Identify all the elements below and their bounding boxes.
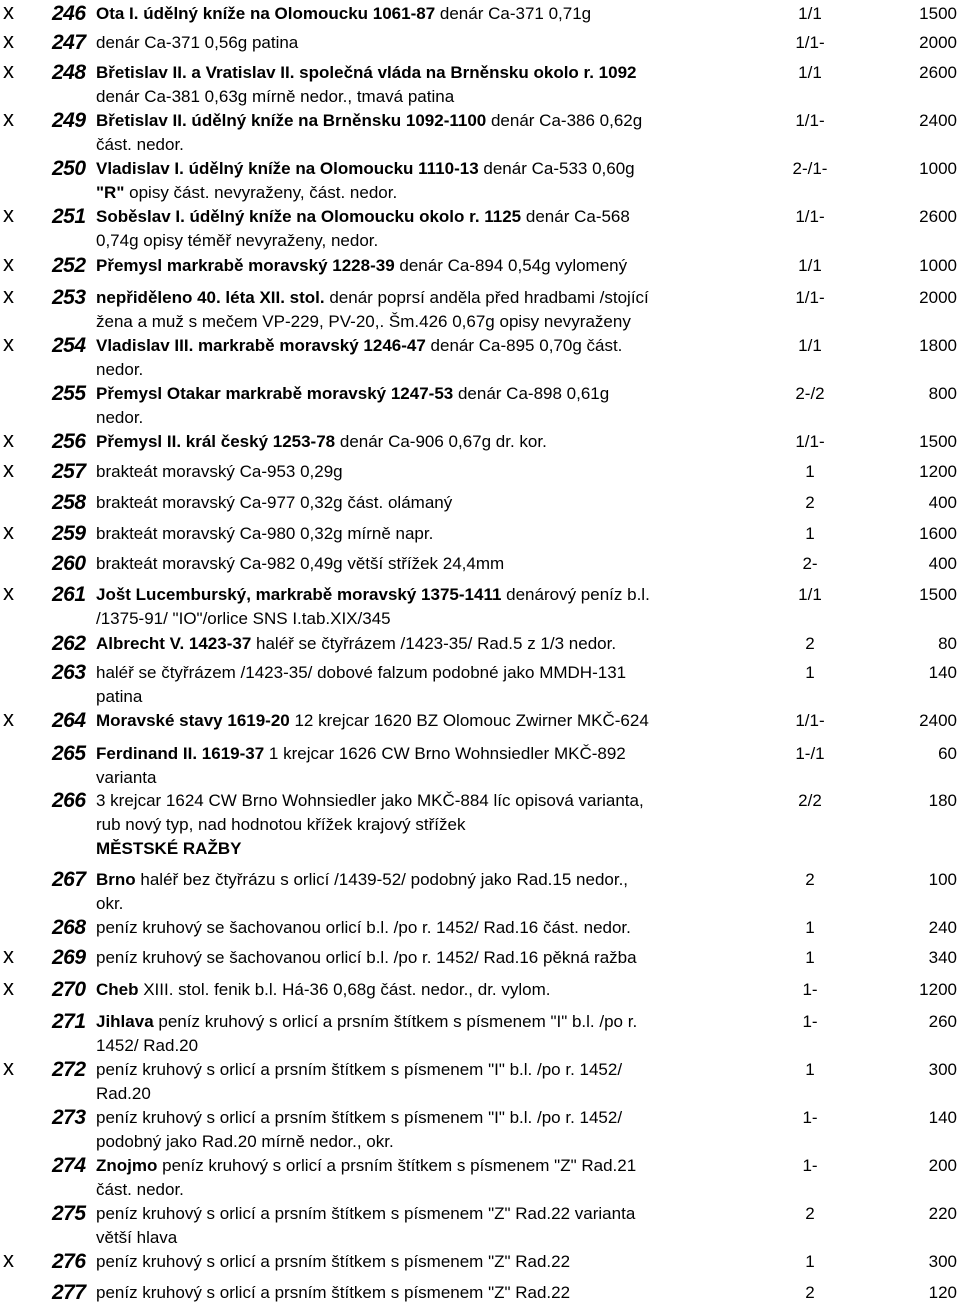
lot-number: 271 [52, 1010, 86, 1033]
description-text: haléř se čtyřrázem /1423-35/ dobové falzum podobné jako MMDH-131 [96, 663, 627, 682]
lot-grade: 1 [805, 663, 815, 682]
description-bold-text: Přemysl II. král český 1253-78 [96, 432, 336, 451]
description-line [96, 632, 776, 656]
lot-number: 254 [52, 334, 86, 357]
description-line [96, 1226, 776, 1250]
description-line [96, 946, 776, 970]
lot-grade: 1/1- [795, 33, 825, 52]
lot-grade: 1 [805, 462, 815, 481]
lot-price: 1000 [919, 256, 957, 275]
lot-description [96, 430, 776, 454]
lot-description [96, 382, 776, 430]
description-text: 1452/ Rad.20 [96, 1036, 199, 1055]
lot-description [96, 1154, 776, 1202]
description-line [96, 205, 776, 229]
description-bold-text: Břetislav II. údělný kníže na Brněnsku 1092-1100 [96, 111, 487, 130]
lot-grade: 1/1- [795, 432, 825, 451]
lot-number: 256 [52, 430, 86, 453]
description-bold-text: Přemysl Otakar markrabě moravský 1247-53 [96, 384, 454, 403]
lot-price: 800 [928, 384, 957, 403]
description-text: Rad.20 [96, 1084, 151, 1103]
description-text: denár Ca-906 0,67g dr. kor. [335, 432, 547, 451]
sold-mark: x [3, 519, 14, 544]
lot-description [96, 254, 776, 278]
lot-price: 100 [928, 870, 957, 889]
lot-description [96, 31, 776, 55]
lot-price: 2400 [919, 111, 957, 130]
lot-description [96, 583, 776, 631]
lot-price: 200 [928, 1156, 957, 1175]
lot-number: 268 [52, 916, 86, 939]
lot-description [96, 661, 776, 709]
lot-description [96, 789, 776, 861]
lot-description [96, 552, 776, 576]
description-line [96, 892, 776, 916]
description-line [96, 1281, 776, 1305]
lot-grade: 1 [805, 948, 815, 967]
lot-description [96, 2, 776, 26]
description-line [96, 85, 776, 109]
description-line [96, 978, 776, 1002]
description-line [96, 310, 776, 334]
lot-number: 262 [52, 632, 86, 655]
lot-grade: 1-/1 [795, 744, 825, 763]
description-text: 3 krejcar 1624 CW Brno Wohnsiedler jako MKČ-884 líc opisová varianta, [96, 791, 644, 810]
description-line [96, 1010, 776, 1034]
lot-number: 260 [52, 552, 86, 575]
description-text: brakteát moravský Ca-982 0,49g větší střížek 24,4mm [96, 554, 505, 573]
description-line [96, 382, 776, 406]
lot-price: 2000 [919, 33, 957, 52]
lot-grade: 1 [805, 1252, 815, 1271]
description-line [96, 742, 776, 766]
lot-price: 2600 [919, 63, 957, 82]
description-line [96, 181, 776, 205]
description-line [96, 766, 776, 790]
description-line [96, 1082, 776, 1106]
description-text: brakteát moravský Ca-980 0,32g mírně napr. [96, 524, 434, 543]
lot-price: 1200 [919, 980, 957, 999]
lot-grade: 1/1- [795, 711, 825, 730]
lot-description [96, 286, 776, 334]
lot-number: 270 [52, 978, 86, 1001]
description-bold-text: Vladislav III. markrabě moravský 1246-47 [96, 336, 426, 355]
description-line [96, 229, 776, 253]
description-text: haléř bez čtyřrázu s orlicí /1439-52/ podobný jako Rad.15 nedor., [135, 870, 629, 889]
description-line [96, 813, 776, 837]
lot-description [96, 460, 776, 484]
lot-price: 260 [928, 1012, 957, 1031]
description-bold-text: Brno [96, 870, 136, 889]
lot-price: 1800 [919, 336, 957, 355]
description-line [96, 1058, 776, 1082]
sold-mark: x [3, 1055, 14, 1080]
description-line [96, 491, 776, 515]
sold-mark: x [3, 0, 14, 24]
lot-grade: 1 [805, 1060, 815, 1079]
lot-number: 265 [52, 742, 86, 765]
description-bold-text: Znojmo [96, 1156, 158, 1175]
lot-number: 266 [52, 789, 86, 812]
description-text: větší hlava [96, 1228, 178, 1247]
lot-description [96, 522, 776, 546]
lot-description [96, 632, 776, 656]
sold-mark: x [3, 331, 14, 356]
description-text: denár Ca-386 0,62g [486, 111, 643, 130]
description-text: brakteát moravský Ca-977 0,32g část. olámaný [96, 493, 453, 512]
description-text: rub nový typ, nad hodnotou křížek krajový střížek [96, 815, 466, 834]
description-line [96, 1130, 776, 1154]
description-text: peníz kruhový s orlicí a prsním štítkem s písmenem "I" b.l. /po r. 1452/ [96, 1108, 623, 1127]
description-text: peníz kruhový s orlicí a prsním štítkem s písmenem "I" b.l. /po r. 1452/ [96, 1060, 623, 1079]
description-line [96, 358, 776, 382]
lot-number: 276 [52, 1250, 86, 1273]
lot-price: 1500 [919, 432, 957, 451]
sold-mark: x [3, 457, 14, 482]
description-text: nedor. [96, 408, 144, 427]
description-line [96, 254, 776, 278]
description-line [96, 583, 776, 607]
description-line [96, 406, 776, 430]
description-line [96, 837, 776, 861]
lot-number: 252 [52, 254, 86, 277]
lot-price: 300 [928, 1252, 957, 1271]
lot-description [96, 946, 776, 970]
description-text: patina [96, 687, 143, 706]
description-line [96, 789, 776, 813]
description-line [96, 661, 776, 685]
lot-number: 259 [52, 522, 86, 545]
description-line [96, 109, 776, 133]
lot-grade: 1/1 [798, 585, 822, 604]
description-text: peníz kruhový s orlicí a prsním štítkem s písmenem "Z" Rad.22 [96, 1252, 571, 1271]
lot-grade: 2 [805, 493, 815, 512]
description-bold-text: Soběslav I. údělný kníže na Olomoucku okolo r. 1125 [96, 207, 522, 226]
description-text: peníz kruhový s orlicí a prsním štítkem s písmenem "I" b.l. /po r. [153, 1012, 638, 1031]
lot-price: 120 [928, 1283, 957, 1302]
lot-number: 272 [52, 1058, 86, 1081]
lot-price: 240 [928, 918, 957, 937]
description-text: denár Ca-898 0,61g [453, 384, 610, 403]
description-text: okr. [96, 894, 124, 913]
description-text: denár Ca-568 [521, 207, 630, 226]
lot-price: 60 [938, 744, 957, 763]
lot-description [96, 109, 776, 157]
sold-mark: x [3, 283, 14, 308]
description-bold-text: Moravské stavy 1619-20 [96, 711, 290, 730]
description-line [96, 1250, 776, 1274]
lot-grade: 1/1 [798, 63, 822, 82]
lot-grade: 1/1- [795, 288, 825, 307]
description-bold-text: nepřiděleno 40. léta XII. stol. [96, 288, 325, 307]
lot-grade: 2-/1- [792, 159, 828, 178]
lot-number: 273 [52, 1106, 86, 1129]
lot-price: 1200 [919, 462, 957, 481]
lot-description [96, 916, 776, 940]
lot-description [96, 491, 776, 515]
description-text: žena a muž s mečem VP-229, PV-20,. Šm.426 0,67g opisy nevyraženy [96, 312, 631, 331]
lot-description [96, 1202, 776, 1250]
sold-mark: x [3, 427, 14, 452]
description-line [96, 2, 776, 26]
lot-price: 1500 [919, 585, 957, 604]
lot-number: 274 [52, 1154, 86, 1177]
lot-grade: 2 [805, 1204, 815, 1223]
sold-mark: x [3, 251, 14, 276]
lot-number: 255 [52, 382, 86, 405]
lot-grade: 1 [805, 524, 815, 543]
lot-grade: 2-/2 [795, 384, 825, 403]
lot-grade: 1/1- [795, 207, 825, 226]
description-text: haléř se čtyřrázem /1423-35/ Rad.5 z 1/3 nedor. [251, 634, 617, 653]
description-line [96, 868, 776, 892]
description-bold-text: Vladislav I. údělný kníže na Olomoucku 1110-13 [96, 159, 479, 178]
description-text: část. nedor. [96, 1180, 184, 1199]
description-line [96, 1202, 776, 1226]
lot-price: 2000 [919, 288, 957, 307]
lot-number: 246 [52, 2, 86, 25]
description-line [96, 709, 776, 733]
lot-number: 253 [52, 286, 86, 309]
lot-number: 248 [52, 61, 86, 84]
description-text: nedor. [96, 360, 144, 379]
sold-mark: x [3, 28, 14, 53]
lot-price: 1600 [919, 524, 957, 543]
lot-price: 2400 [919, 711, 957, 730]
lot-number: 264 [52, 709, 86, 732]
lot-price: 400 [928, 493, 957, 512]
lot-number: 263 [52, 661, 86, 684]
lot-number: 257 [52, 460, 86, 483]
lot-number: 275 [52, 1202, 86, 1225]
description-bold-text: Jošt Lucemburský, markrabě moravský 1375-1411 [96, 585, 502, 604]
lot-number: 247 [52, 31, 86, 54]
lot-description [96, 1058, 776, 1106]
lot-description [96, 742, 776, 790]
sold-mark: x [3, 58, 14, 83]
description-line [96, 133, 776, 157]
sold-mark: x [3, 975, 14, 1000]
description-text: podobný jako Rad.20 mírně nedor., okr. [96, 1132, 394, 1151]
description-bold-text: Albrecht V. 1423-37 [96, 634, 252, 653]
sold-mark: x [3, 943, 14, 968]
description-line [96, 552, 776, 576]
description-line [96, 1034, 776, 1058]
description-text: peníz kruhový s orlicí a prsním štítkem s písmenem "Z" Rad.22 varianta [96, 1204, 636, 1223]
lot-number: 258 [52, 491, 86, 514]
lot-description [96, 978, 776, 1002]
lot-price: 2600 [919, 207, 957, 226]
lot-description [96, 1281, 776, 1305]
description-text: denárový peníz b.l. [501, 585, 650, 604]
description-bold-text: Cheb [96, 980, 139, 999]
description-line [96, 61, 776, 85]
lot-description [96, 868, 776, 916]
lot-description [96, 709, 776, 733]
description-text: 0,74g opisy téměř nevyraženy, nedor. [96, 231, 379, 250]
sold-mark: x [3, 706, 14, 731]
lot-description [96, 334, 776, 382]
description-line [96, 460, 776, 484]
lot-description [96, 157, 776, 205]
description-text: peníz kruhový s orlicí a prsním štítkem s písmenem "Z" Rad.22 [96, 1283, 571, 1302]
description-line [96, 1178, 776, 1202]
lot-grade: 2 [805, 870, 815, 889]
description-bold-text: MĚSTSKÉ RAŽBY [96, 839, 242, 858]
description-line [96, 916, 776, 940]
description-text: denár Ca-895 0,70g část. [425, 336, 623, 355]
lot-grade: 1/1- [795, 111, 825, 130]
lot-price: 220 [928, 1204, 957, 1223]
lot-grade: 2 [805, 1283, 815, 1302]
description-line [96, 522, 776, 546]
lot-description [96, 205, 776, 253]
description-text: peníz kruhový se šachovanou orlicí b.l. /po r. 1452/ Rad.16 část. nedor. [96, 918, 631, 937]
lot-description [96, 61, 776, 109]
sold-mark: x [3, 106, 14, 131]
lot-grade: 1- [802, 980, 818, 999]
description-bold-text: "R" [96, 183, 125, 202]
description-text: varianta [96, 768, 157, 787]
lot-grade: 1/1 [798, 4, 822, 23]
description-line [96, 1106, 776, 1130]
lot-number: 250 [52, 157, 86, 180]
lot-number: 269 [52, 946, 86, 969]
description-text: část. nedor. [96, 135, 184, 154]
description-bold-text: Jihlava [96, 1012, 154, 1031]
description-text: 12 krejcar 1620 BZ Olomouc Zwirner MKČ-624 [289, 711, 649, 730]
description-line [96, 286, 776, 310]
lot-number: 261 [52, 583, 86, 606]
description-line [96, 430, 776, 454]
description-text: 1 krejcar 1626 CW Brno Wohnsiedler MKČ-892 [264, 744, 626, 763]
description-text: denár Ca-371 0,71g [435, 4, 592, 23]
description-text: peníz kruhový se šachovanou orlicí b.l. /po r. 1452/ Rad.16 pěkná ražba [96, 948, 637, 967]
sold-mark: x [3, 580, 14, 605]
description-text: denár Ca-381 0,63g mírně nedor., tmavá patina [96, 87, 455, 106]
description-line [96, 334, 776, 358]
description-bold-text: Ferdinand II. 1619-37 [96, 744, 265, 763]
description-text: brakteát moravský Ca-953 0,29g [96, 462, 343, 481]
lot-number: 251 [52, 205, 86, 228]
description-text: denár Ca-533 0,60g [478, 159, 635, 178]
lot-grade: 1/1 [798, 256, 822, 275]
description-bold-text: Přemysl markrabě moravský 1228-39 [96, 256, 395, 275]
description-text: denár poprsí anděla před hradbami /stojící [324, 288, 649, 307]
lot-price: 300 [928, 1060, 957, 1079]
lot-number: 249 [52, 109, 86, 132]
description-text: denár Ca-371 0,56g patina [96, 33, 299, 52]
lot-grade: 1- [802, 1156, 818, 1175]
lot-price: 180 [928, 791, 957, 810]
lot-price: 340 [928, 948, 957, 967]
lot-description [96, 1010, 776, 1058]
lot-number: 277 [52, 1281, 86, 1304]
description-line [96, 31, 776, 55]
lot-price: 1000 [919, 159, 957, 178]
lot-grade: 2- [802, 554, 818, 573]
description-text: /1375-91/ "IO"/orlice SNS I.tab.XIX/345 [96, 609, 391, 628]
description-text: peníz kruhový s orlicí a prsním štítkem s písmenem "Z" Rad.21 [157, 1156, 637, 1175]
lot-grade: 1 [805, 918, 815, 937]
lot-grade: 2/2 [798, 791, 822, 810]
description-line [96, 157, 776, 181]
lot-grade: 2 [805, 634, 815, 653]
lot-price: 400 [928, 554, 957, 573]
lot-number: 267 [52, 868, 86, 891]
lot-grade: 1/1 [798, 336, 822, 355]
description-text: denár Ca-894 0,54g vylomený [394, 256, 628, 275]
lot-grade: 1- [802, 1108, 818, 1127]
lot-grade: 1- [802, 1012, 818, 1031]
lot-price: 140 [928, 663, 957, 682]
description-text: opisy část. nevyraženy, část. nedor. [124, 183, 398, 202]
description-line [96, 607, 776, 631]
lot-price: 1500 [919, 4, 957, 23]
lot-price: 140 [928, 1108, 957, 1127]
description-bold-text: Břetislav II. a Vratislav II. společná vláda na Brněnsku okolo r. 1092 [96, 63, 637, 82]
sold-mark: x [3, 1247, 14, 1272]
sold-mark: x [3, 202, 14, 227]
lot-description [96, 1250, 776, 1274]
description-bold-text: Ota I. údělný kníže na Olomoucku 1061-87 [96, 4, 436, 23]
description-line [96, 685, 776, 709]
lot-description [96, 1106, 776, 1154]
lot-price: 80 [938, 634, 957, 653]
description-line [96, 1154, 776, 1178]
description-text: XIII. stol. fenik b.l. Há-36 0,68g část. nedor., dr. vylom. [138, 980, 551, 999]
